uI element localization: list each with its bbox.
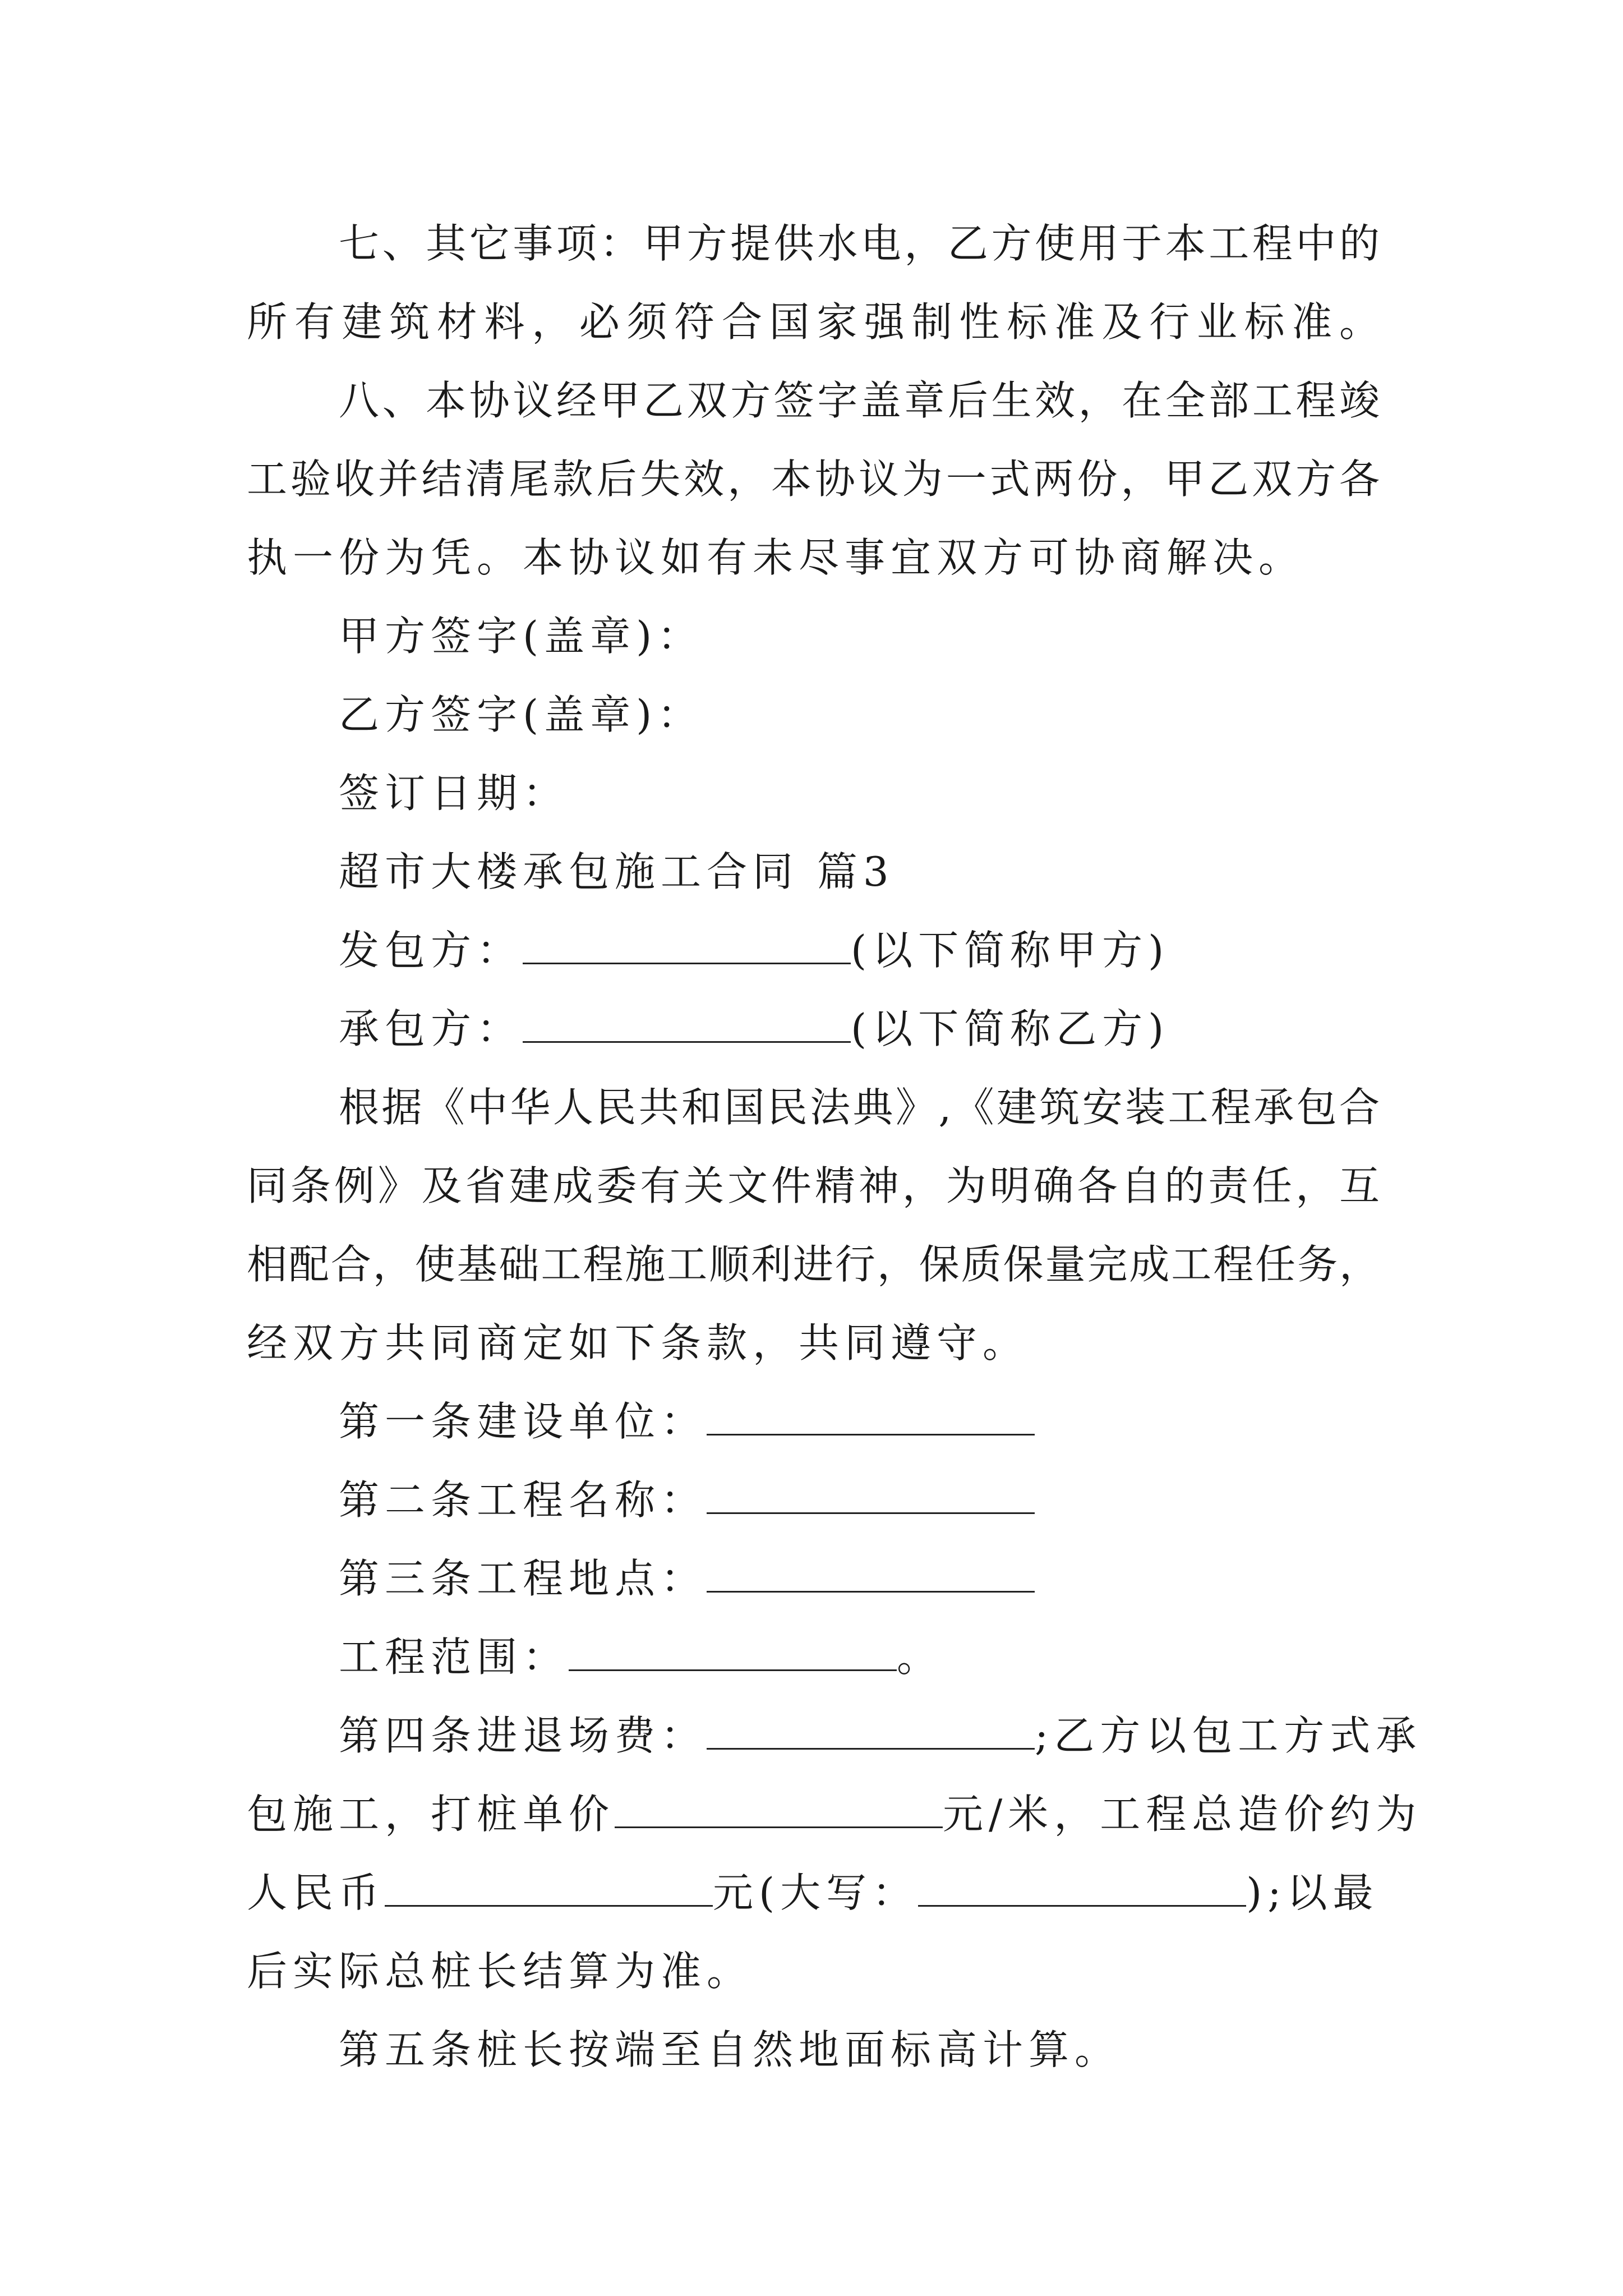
clause-7-line-2: 所有建筑材料，必须符合国家强制性标准及行业标准。 bbox=[247, 298, 1380, 346]
pile-price-blank bbox=[615, 1795, 943, 1828]
subcontractor-line bbox=[339, 990, 1380, 1068]
total-price-prefix: 人民币 bbox=[247, 1869, 385, 1916]
pile-price-suffix: 元/米，工程总造价约为 bbox=[943, 1791, 1422, 1838]
total-price-uppercase-blank bbox=[918, 1874, 1246, 1907]
settlement-line: 后实际总桩长结算为准。 bbox=[247, 1948, 753, 1995]
article-4-suffix: ;乙方以包工方式承 bbox=[1035, 1712, 1422, 1759]
signing-date: 签订日期： bbox=[339, 770, 569, 817]
article-4-label: 第四条进退场费： bbox=[339, 1712, 707, 1759]
scope-blank bbox=[569, 1638, 897, 1671]
article-5-line: 第五条桩长按端至自然地面标高计算。 bbox=[339, 2026, 1121, 2073]
party-a-signature: 甲方签字(盖章)： bbox=[339, 613, 704, 660]
article-1-label: 第一条建设单位： bbox=[339, 1398, 707, 1445]
party-b-signature: 乙方签字(盖章)： bbox=[339, 691, 704, 738]
subcontractor-blank bbox=[523, 1010, 851, 1043]
scope-line bbox=[339, 1618, 1380, 1696]
article-2-label: 第二条工程名称： bbox=[339, 1476, 707, 1524]
contractor-label: 发包方： bbox=[339, 927, 523, 974]
section-heading: 超市大楼承包施工合同 篇3 bbox=[339, 848, 895, 895]
pile-price-prefix: 包施工，打桩单价 bbox=[247, 1791, 615, 1838]
clause-8-line-3: 执一份为凭。本协议如有未尽事宜双方可协商解决。 bbox=[247, 534, 1305, 581]
clause-8-line-2: 工验收并结清尾款后失效，本协议为一式两份，甲乙双方各 bbox=[247, 455, 1380, 503]
subcontractor-label: 承包方： bbox=[339, 1005, 523, 1052]
preamble-line-1: 根据《中华人民共和国民法典》,《建筑安装工程承包合 bbox=[339, 1084, 1380, 1131]
article-3-line bbox=[339, 1539, 1380, 1618]
article-2-line bbox=[339, 1461, 1380, 1539]
article-1-line bbox=[339, 1382, 1380, 1461]
total-price-line bbox=[247, 1853, 1380, 1932]
article-3-label: 第三条工程地点： bbox=[339, 1555, 707, 1602]
preamble-line-4: 经双方共同商定如下条款，共同遵守。 bbox=[247, 1319, 1029, 1366]
article-1-blank bbox=[707, 1402, 1035, 1435]
total-price-blank bbox=[385, 1874, 713, 1907]
total-price-suffix: );以最 bbox=[1246, 1869, 1379, 1916]
scope-suffix: 。 bbox=[897, 1634, 943, 1681]
entry-fee-blank bbox=[707, 1717, 1035, 1750]
total-price-mid: 元(大写： bbox=[713, 1869, 919, 1916]
pile-price-line bbox=[247, 1775, 1422, 1853]
clause-7-line-1: 七、其它事项：甲方提供水电，乙方使用于本工程中的 bbox=[339, 220, 1380, 267]
contractor-blank bbox=[523, 931, 851, 964]
subcontractor-suffix: (以下简称乙方) bbox=[851, 1005, 1170, 1052]
preamble-line-2: 同条例》及省建成委有关文件精神，为明确各自的责任，互 bbox=[247, 1162, 1380, 1209]
preamble-line-3: 相配合，使基础工程施工顺利进行，保质保量完成工程任务， bbox=[247, 1241, 1380, 1288]
scope-label: 工程范围： bbox=[339, 1634, 569, 1681]
clause-8-line-1: 八、本协议经甲乙双方签字盖章后生效，在全部工程竣 bbox=[339, 377, 1380, 424]
contractor-suffix: (以下简称甲方) bbox=[851, 927, 1170, 974]
article-3-blank bbox=[707, 1559, 1035, 1593]
article-2-blank bbox=[707, 1481, 1035, 1514]
contractor-line bbox=[339, 911, 1380, 990]
article-4-line bbox=[339, 1696, 1422, 1775]
